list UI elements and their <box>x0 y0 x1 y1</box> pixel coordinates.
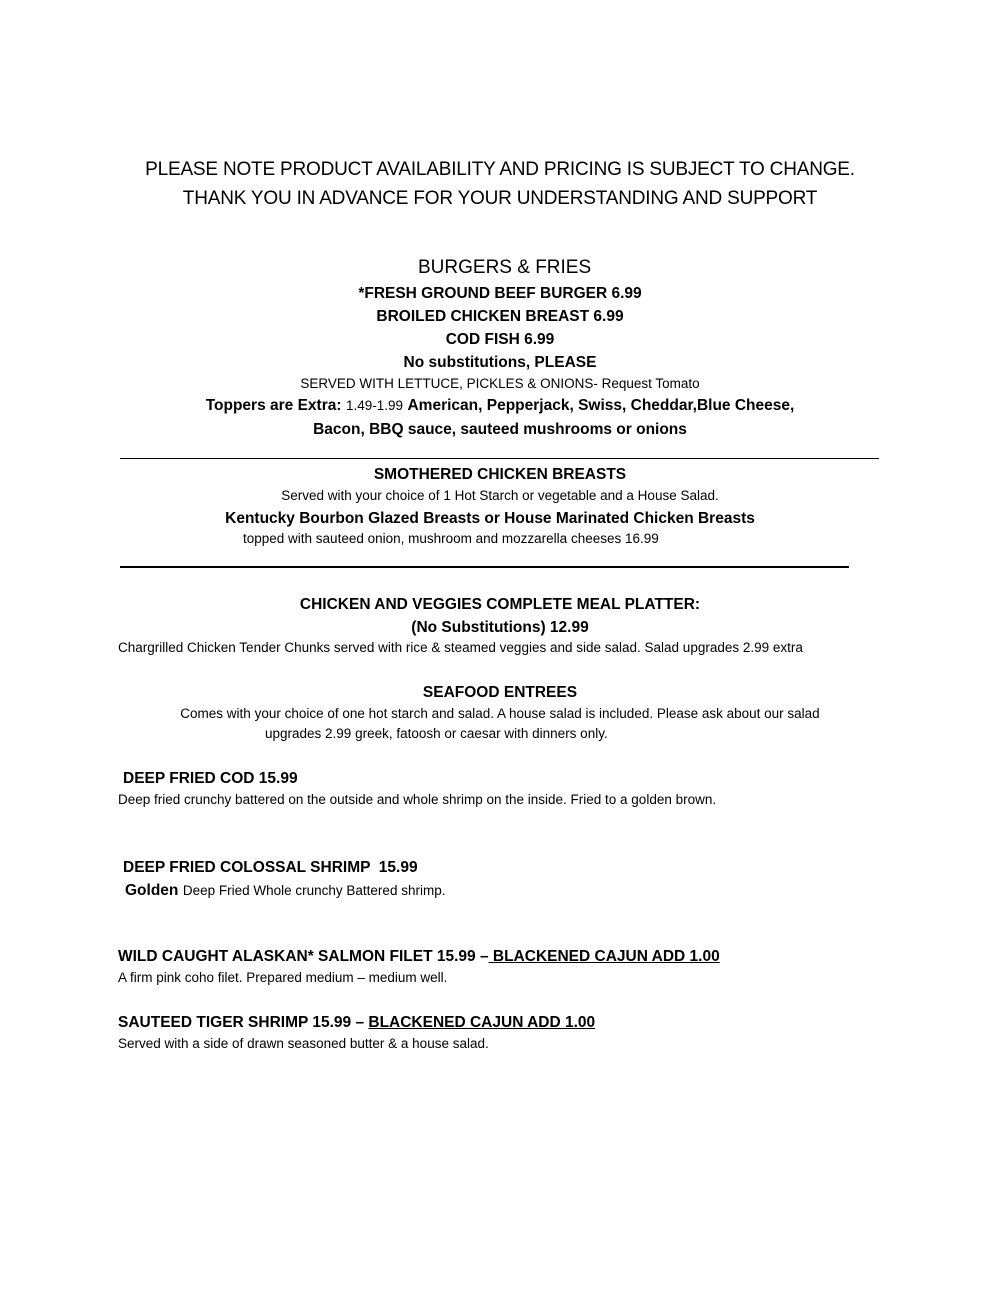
salmon-title: WILD CAUGHT ALASKAN* SALMON FILET 15.99 – <box>118 948 489 965</box>
burgers-heading: BURGERS & FRIES <box>418 257 592 278</box>
platter-subheading: (No Substitutions) 12.99 <box>411 619 589 636</box>
smothered-heading: SMOTHERED CHICKEN BREASTS <box>373 466 627 483</box>
cod-desc: Deep fried crunchy battered on the outside and whole shrimp on the inside. Fried to a golden brown. <box>118 792 717 807</box>
divider-thin <box>120 458 879 459</box>
smothered-served: Served with your choice of 1 Hot Starch or vegetable and a House Salad. <box>281 488 719 503</box>
salmon-addon: BLACKENED CAJUN ADD 1.00 <box>488 948 720 965</box>
tiger-title-line <box>118 1014 595 1032</box>
toppers-list-1: American, Pepperjack, Swiss, Cheddar,Blue Cheese, <box>407 397 795 414</box>
burger-item-chicken: BROILED CHICKEN BREAST 6.99 <box>376 308 624 325</box>
notice-line-1: PLEASE NOTE PRODUCT AVAILABILITY AND PRICING IS SUBJECT TO CHANGE. <box>145 159 855 180</box>
tiger-desc: Served with a side of drawn seasoned butter & a house salad. <box>118 1036 489 1051</box>
toppers-list-2: Bacon, BBQ sauce, sauteed mushrooms or onions <box>313 421 687 438</box>
tiger-addon: BLACKENED CAJUN ADD 1.00 <box>368 1014 596 1031</box>
shrimp-desc: Deep Fried Whole crunchy Battered shrimp. <box>182 883 446 898</box>
toppers-price: 1.49-1.99 <box>345 398 404 413</box>
platter-heading: CHICKEN AND VEGGIES COMPLETE MEAL PLATTER: <box>299 596 701 613</box>
burger-item-beef: *FRESH GROUND BEEF BURGER 6.99 <box>358 285 642 302</box>
shrimp-golden: Golden <box>125 882 179 899</box>
toppers-line <box>0 397 1000 415</box>
burger-item-cod: COD FISH 6.99 <box>445 331 555 348</box>
no-substitutions-note: No substitutions, PLEASE <box>403 354 597 371</box>
seafood-desc-2: upgrades 2.99 greek, fatoosh or caesar with dinners only. <box>265 726 608 741</box>
smothered-options: Kentucky Bourbon Glazed Breasts or House Marinated Chicken Breasts <box>225 510 755 527</box>
served-with-note: SERVED WITH LETTUCE, PICKLES & ONIONS- Request Tomato <box>300 376 700 391</box>
toppers-label: Toppers are Extra: <box>205 397 342 414</box>
cod-title: DEEP FRIED COD 15.99 <box>123 770 298 787</box>
platter-desc: Chargrilled Chicken Tender Chunks served with rice & steamed veggies and side salad. Salad upgrades 2.99 extra <box>118 640 803 655</box>
seafood-desc-1: Comes with your choice of one hot starch and salad. A house salad is included. Please ask about our salad <box>180 706 820 721</box>
shrimp-desc-line <box>125 882 445 900</box>
tiger-title: SAUTEED TIGER SHRIMP 15.99 – <box>118 1014 369 1031</box>
shrimp-title: DEEP FRIED COLOSSAL SHRIMP 15.99 <box>123 859 418 876</box>
smothered-topped: topped with sauteed onion, mushroom and mozzarella cheeses 16.99 <box>243 531 659 546</box>
seafood-heading: SEAFOOD ENTREES <box>422 684 578 701</box>
divider-thick <box>120 566 849 568</box>
salmon-desc: A firm pink coho filet. Prepared medium – medium well. <box>118 970 448 985</box>
salmon-title-line <box>118 948 720 966</box>
notice-line-2: THANK YOU IN ADVANCE FOR YOUR UNDERSTANDING AND SUPPORT <box>182 188 818 209</box>
